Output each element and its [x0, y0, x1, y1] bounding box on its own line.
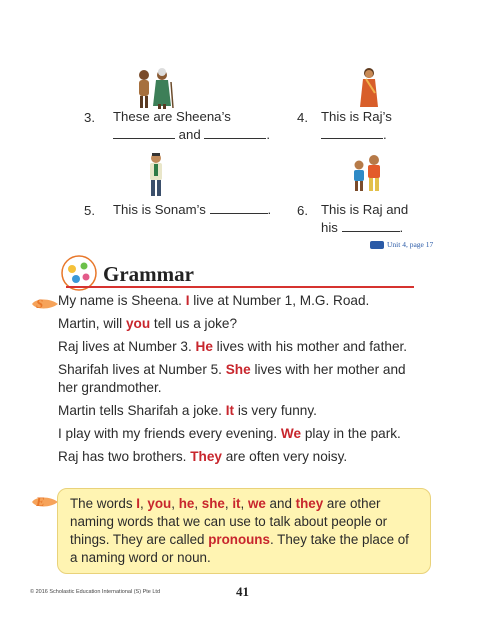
- pronoun: I: [185, 293, 190, 308]
- raj-and-brother-picture: [350, 153, 384, 193]
- exercise-number: 5.: [84, 203, 95, 218]
- sheenas-grandparents-picture: [131, 68, 177, 110]
- exercise-6: [321, 201, 441, 237]
- workbook-reference[interactable]: [370, 240, 433, 249]
- sentence: Raj has two brothers. They are often very noisy.: [58, 449, 348, 464]
- sentence: My name is Sheena. I live at Number 1, M.G. Road.: [58, 293, 370, 308]
- sonams-father-picture: [145, 152, 167, 197]
- answer-blank[interactable]: [210, 201, 268, 214]
- answer-blank[interactable]: [321, 126, 383, 139]
- sentence: Martin tells Sharifah a joke. It is very funny.: [58, 403, 317, 418]
- exercise-number: 4.: [297, 110, 308, 125]
- example-tag: [30, 296, 60, 316]
- copyright: © 2016 Scholastic Education International (S) Pte Ltd: [30, 589, 161, 595]
- exercise-6-his: his: [321, 220, 338, 235]
- sentence: I play with my friends every evening. We play in the park.: [58, 426, 401, 441]
- exercise-4: [321, 108, 441, 144]
- page-number: 41: [236, 584, 249, 599]
- pronoun: He: [195, 339, 213, 354]
- answer-blank[interactable]: [342, 219, 400, 232]
- period: .: [266, 127, 271, 142]
- sentence: Raj lives at Number 3. He lives with his mother and father.: [58, 339, 408, 354]
- pronoun: you: [125, 316, 151, 331]
- period: .: [383, 127, 387, 142]
- period: .: [267, 202, 272, 217]
- sentence: Martin, will you tell us a joke?: [58, 316, 238, 331]
- reference-text: Unit 4, page 17: [387, 240, 434, 249]
- rajs-mother-picture: [357, 66, 381, 110]
- exercise-3-text: These are Sheena’s: [113, 109, 231, 124]
- pronoun: We: [280, 426, 302, 441]
- title-rule: [66, 286, 414, 288]
- exercise-3: [113, 108, 283, 144]
- example-tag-letter: S: [36, 296, 44, 311]
- exercise-4-text: This is Raj’s: [321, 109, 392, 124]
- exercise-6-text: This is Raj and: [321, 202, 409, 217]
- pronoun: She: [225, 362, 251, 377]
- explanation-box: The words I, you, he, she, it, we and they are other naming words that we can use to talk about people or things. They are called pronouns. They take the place of a naming word or noun.: [57, 488, 431, 574]
- exercise-5: [113, 201, 288, 219]
- exercise-5-text: This is Sonam’s: [113, 202, 206, 217]
- exercise-number: 6.: [297, 203, 308, 218]
- example-sentences: [58, 292, 448, 471]
- explain-tag: [30, 494, 60, 514]
- section-title: Grammar: [103, 262, 194, 286]
- pronoun: It: [225, 403, 235, 418]
- exercise-number: 3.: [84, 110, 95, 125]
- exercise-3-and: and: [178, 127, 201, 142]
- pronoun: They: [190, 449, 222, 464]
- sentence: Sharifah lives at Number 5. She lives with her mother and her grandmother.: [58, 362, 406, 395]
- period: .: [399, 220, 404, 235]
- grammar-icon: [60, 255, 98, 296]
- answer-blank[interactable]: [204, 126, 266, 139]
- explain-tag-letter: E: [36, 494, 45, 509]
- answer-blank[interactable]: [113, 126, 175, 139]
- workbook-icon: [370, 241, 384, 249]
